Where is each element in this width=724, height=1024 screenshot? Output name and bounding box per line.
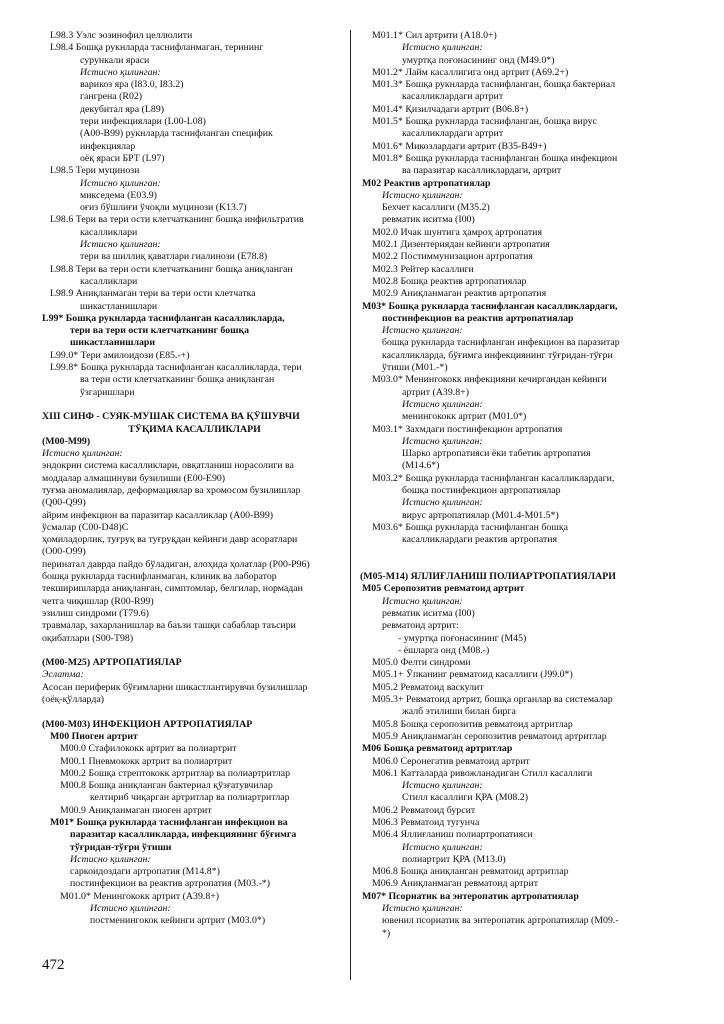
text-line: Шарко артропатияси ёки табетик артропатия <box>402 448 591 460</box>
text-line: M06.8 Бошқа аниқланган ревматоид артритлар <box>372 866 569 878</box>
text-line: M02.9 Аниқланмаган реактив артропатия <box>372 288 547 300</box>
text-line: L99.8* Бошқа рукнларда таснифланган касалликларда, тери <box>50 362 302 374</box>
text-line: келтириб чиқарган артритлар ва полиартритлар <box>90 792 290 804</box>
text-line: бошқа постинфекцион артропатиялар <box>402 484 561 496</box>
heading-line: постинфекцион ва реактив артропатиялар <box>382 312 574 324</box>
text-line: M00.9 Аниқланмаган пиоген артрит <box>60 804 212 816</box>
left-column <box>42 30 347 928</box>
heading-line: (M05-M14) ЯЛЛИҒЛАНИШ ПОЛИАРТРОПАТИЯЛАРИ <box>360 571 616 583</box>
text-line: постинфекцион ва реактив артропатия (M03.-*) <box>70 878 270 890</box>
text-line: - ёшларга онд (M08.-) <box>398 644 490 656</box>
text-line: Истисно қилинган: <box>402 780 483 792</box>
text-line: M00.0 Стафилококк артрит ва полиартрит <box>60 743 237 755</box>
text-line: оёқ яраси БРТ (L97) <box>80 152 165 164</box>
text-line: саркоидоздаги артропатия (M14.8*) <box>70 866 220 878</box>
text-line: моддалар алмашинуви бузилиши (E00-E90) <box>42 472 226 484</box>
text-line: M05.1+ Ўпканинг ревматоид касаллиги (J99.0*) <box>372 669 573 681</box>
text-line: Истисно қилинган: <box>402 42 483 54</box>
heading-line: M07* Псориатик ва энтеропатик артропатиялар <box>362 890 579 902</box>
text-line: M02.2 Постиммунизацион артропатия <box>372 251 533 263</box>
text-line: айрим инфекцион ва паразитар касалликлар (A00-B99) <box>42 509 274 521</box>
text-line: M06.3 Ревматоид тугунча <box>372 817 480 828</box>
text-line: ревматик иситма (I00) <box>382 214 475 226</box>
heading-line: M01* Бошқа рукнларда таснифланган инфекцион ва <box>50 817 288 828</box>
heading-line: (M00-M25) АРТРОПАТИЯЛАР <box>42 657 182 669</box>
text-line: эндокрин система касалликлари, овқатланиш норасолиги ва <box>42 460 294 472</box>
text-line: M06.0 Серонегатив ревматоид артрит <box>372 755 530 767</box>
text-line: вирус артропатиялар (M01.4-M01.5*) <box>402 509 559 521</box>
text-line: M00.1 Пневмококк артрит ва полиартрит <box>60 755 233 767</box>
blank-line <box>42 645 347 657</box>
text-line: M01.5* Бошқа рукнларда таснифланган, бошқа вирус <box>372 116 597 128</box>
column-divider <box>350 30 351 980</box>
text-line: ревматоид артрит: <box>382 620 459 632</box>
text-line: ювенил псориатик ва энтеропатик артропатиялар (M09.- <box>382 915 619 927</box>
text-line: ўтиши (M01.-*) <box>382 362 448 374</box>
text-line: M05.3+ Ревматоид артрит, бошқа органлар ва системалар <box>372 694 613 706</box>
text-line: (M14.6*) <box>402 460 440 472</box>
text-line: инфекциялар <box>80 140 136 152</box>
text-line: M05.8 Бошқа серопозитив ревматоид артритлар <box>372 718 573 730</box>
text-line: тери ва шиллиқ қаватлари гиалинози (E78.8) <box>80 251 268 263</box>
text-line: M01.1* Сил артрити (A18.0+) <box>372 30 497 41</box>
text-line: тери инфекциялари (L00-L08) <box>80 116 206 128</box>
text-line: Асосан периферик бўғимларни шикастлантирувчи бузилишлар <box>42 681 308 693</box>
text-line: Стилл касаллиги ҚРА (M08.2) <box>402 792 528 804</box>
text-line: M03.1* Захмдаги постинфекцион артропатия <box>372 423 563 435</box>
text-line: Истисно қилинган: <box>382 325 463 337</box>
text-line: касалликлардаги артрит <box>402 128 504 140</box>
text-line: касалликлардаги реактив артропатия <box>402 534 558 546</box>
text-line: ва тери ости клетчатканинг бошқа аниқланган <box>80 374 275 386</box>
text-line: Истисно қилинган: <box>80 66 161 78</box>
text-line: L98.9 Аниқланмаган тери ва тери ости клетчатка <box>50 288 256 300</box>
text-line: M05.0 Фелти синдроми <box>372 657 471 669</box>
blank-line <box>42 399 347 411</box>
text-line: травмалар, захарланишлар ва баъзи ташқи сабаблар таъсири <box>42 620 296 632</box>
blank-line <box>42 706 347 718</box>
text-line: M01.3* Бошқа рукнларда таснифланган, бошқа бактериал <box>372 79 616 91</box>
text-line: декубитал яра (L89) <box>80 103 165 115</box>
text-line: Истисно қилинган: <box>42 448 123 460</box>
text-line: - умуртқа поғонасининг (M45) <box>398 632 527 644</box>
text-line: касалликлари <box>80 226 138 238</box>
text-line: M06.4 Яллиғланиш полиартропатияси <box>372 829 533 841</box>
heading-line: M05 Серопозитив ревматоид артрит <box>362 583 525 595</box>
text-line: (O00-O99) <box>42 546 86 558</box>
heading-line: тери ва тери ости клетчатканинг бошқа <box>70 325 250 337</box>
text-line: M03.0* Менингококк инфекцияни кечиргандан кейинги <box>372 374 607 386</box>
text-line: M01.4* Қизилчадаги артрит (B06.8+) <box>372 103 529 115</box>
text-line: бошқа рукнларда таснифланган инфекцион ва паразитар <box>382 337 620 349</box>
heading-line: (M00-M03) ИНФЕКЦИОН АРТРОПАТИЯЛАР <box>42 718 253 730</box>
text-line: бошқа рукнларда таснифланмаган, клиник ва лаборатор <box>42 571 277 583</box>
heading-line: M02 Реактив артропатиялар <box>362 177 491 189</box>
text-line: умуртқа поғонасининг онд (M49.0*) <box>402 54 555 66</box>
text-line: сурункали яраси <box>80 54 150 66</box>
text-line: (A00-B99) рукнларда таснифланган специфик <box>80 128 273 140</box>
text-line: Истисно қилинган: <box>402 398 483 410</box>
heading-line: M03* Бошқа рукнларда таснифланган касалликлардаги, <box>362 300 618 312</box>
text-line: L98.6 Тери ва тери ости клетчатканинг бошқа инфильтратив <box>50 214 304 226</box>
text-line: Истисно қилинган: <box>402 841 483 853</box>
text-line: M02.3 Рейтер касаллиги <box>372 263 474 275</box>
text-line: M01.8* Бошқа рукнларда таснифланган бошқа инфекцион <box>372 152 618 164</box>
text-line: оқибатлари (S00-T98) <box>42 632 134 644</box>
text-line: эзилиш синдроми (T79.6) <box>42 607 149 619</box>
text-line: L99.0* Тери амилоидози (E85.-+) <box>50 349 190 361</box>
text-line: варикоз яра (I83.0, I83.2) <box>80 79 184 91</box>
text-line: Истисно қилинган: <box>402 497 483 509</box>
text-line: L98.4 Бошқа рукнларда таснифланмаган, терининг <box>50 42 264 54</box>
text-line: жалб этилиши билан бирга <box>402 706 516 718</box>
text-line: касалликлари <box>80 275 138 287</box>
text-line: Истисно қилинган: <box>382 903 463 915</box>
page-number: 472 <box>42 957 65 973</box>
text-line: Истисно қилинган: <box>382 189 463 201</box>
heading-line: ТЎҚИМА КАСАЛЛИКЛАРИ <box>128 423 261 435</box>
text-line: M05.2 Ревматоид васкулит <box>372 681 484 693</box>
text-line: M03.2* Бошқа рукнларда таснифланган касалликлардаги, <box>372 472 615 484</box>
text-line: M01.6* Микозлардаги артрит (B35-B49+) <box>372 140 547 152</box>
heading-line: тўғридан-тўғри ўтиши <box>70 841 172 853</box>
text-line: M03.6* Бошқа рукнларда таснифланган бошқа <box>372 521 568 533</box>
text-line: M06.2 Ревматоид бурсит <box>372 804 476 816</box>
heading-line: паразитар касалликларда, инфекциянинг бўғимга <box>70 829 297 841</box>
text-line: микседема (E03.9) <box>80 189 157 201</box>
text-line: касалликларда, бўғимга инфекциянинг тўғридан-тўғри <box>382 349 613 361</box>
text-line: ўзгаришлари <box>80 386 135 398</box>
text-line: артрит (A39.8+) <box>402 386 469 398</box>
text-line: оғиз бўшлиғи ўчоқли муцинози (K13.7) <box>80 202 247 214</box>
text-line: Бехчет касаллиги (M35.2) <box>382 202 490 214</box>
text-line: четга чиқишлар (R00-R99) <box>42 595 154 607</box>
blank-line <box>360 559 658 571</box>
text-line: гангрена (R02) <box>80 91 143 103</box>
text-line: L98.8 Тери ва тери ости клетчатканинг бошқа аниқланган <box>50 263 293 275</box>
heading-line: шикастланишлари <box>70 337 156 349</box>
text-line: *) <box>382 927 391 939</box>
text-line: M02.8 Бошқа реактив артропатиялар <box>372 275 527 287</box>
text-line: Истисно қилинган: <box>402 435 483 447</box>
blank-line <box>360 546 658 558</box>
text-line: M01.0* Менингококк артрит (A39.8+) <box>60 890 220 902</box>
text-line: (Q00-Q99) <box>42 497 86 509</box>
text-line: менингококк артрит (M01.0*) <box>402 411 527 423</box>
text-line: M05.9 Аниқланмаган серопозитив ревматоид артритлар <box>372 730 607 742</box>
text-line: L98.5 Тери муцинози <box>50 165 140 177</box>
text-line: Истисно қилинган: <box>90 903 171 915</box>
text-line: ревматик иситма (I00) <box>382 607 475 619</box>
text-line: перинатал даврда пайдо бўладиган, алоҳида ҳолатлар (P00-P96) <box>42 558 310 570</box>
text-line: ва паразитар касалликлардаги, артрит <box>402 165 562 177</box>
text-line: M06.1 Катталарда ривожланадиган Стилл касаллиги <box>372 767 593 779</box>
text-line: M01.2* Лайм касаллигига онд артрит (A69.2+) <box>372 66 569 78</box>
text-line: Истисно қилинган: <box>70 853 151 865</box>
text-line: постменингокок кейинги артрит (M03.0*) <box>90 915 266 927</box>
text-line: шикастланишлари <box>80 300 158 312</box>
heading-line: (M00-M99) <box>42 435 91 447</box>
text-line: M00.2 Бошқа стрептококк артритлар ва полиартритлар <box>60 767 290 779</box>
right-column <box>360 30 658 940</box>
heading-line: L99* Бошқа рукнларда таснифланган касалликларда, <box>42 312 285 324</box>
text-line: Истисно қилинган: <box>80 177 161 189</box>
text-line: M02.1 Дизентериядан кейинги артропатия <box>372 239 550 251</box>
heading-line: M00 Пиоген артрит <box>50 730 138 742</box>
text-line: Истисно қилинган: <box>382 595 463 607</box>
text-line: M00.8 Бошқа аниқланган бактериал қўзғатувчилар <box>60 780 273 792</box>
text-line: текширишларда аниқланган, симптомлар, белгилар, нормадан <box>42 583 303 595</box>
text-line: Истисно қилинган: <box>80 239 161 251</box>
text-line: Эслатма: <box>42 669 84 681</box>
heading-line: XIII СИНФ - СУЯК-МУШАК СИСТЕМА ВА ҚЎШУВЧИ <box>42 411 300 423</box>
text-line: полиартрит ҚРА (M13.0) <box>402 853 506 865</box>
text-line: L98.3 Уэлс эозинофил целлюлити <box>50 30 193 41</box>
text-line: M06.9 Аниқланмаган ревматоид артрит <box>372 878 539 890</box>
text-line: туғма аномалиялар, деформациялар ва хромосом бузилишлар <box>42 484 301 496</box>
text-line: ўсмалар (C00-D48)C <box>42 521 129 533</box>
text-line: ҳомиладорлик, туғруқ ва туғруқдан кейинги давр асоратлари <box>42 534 298 546</box>
text-line: (оёқ-қўлларда) <box>42 694 104 706</box>
text-line: M02.0 Ичак шунтига ҳамроҳ артропатия <box>372 226 542 238</box>
heading-line: M06 Бошқа ревматоид артритлар <box>362 743 513 755</box>
text-line: касалликлардаги артрит <box>402 91 504 103</box>
